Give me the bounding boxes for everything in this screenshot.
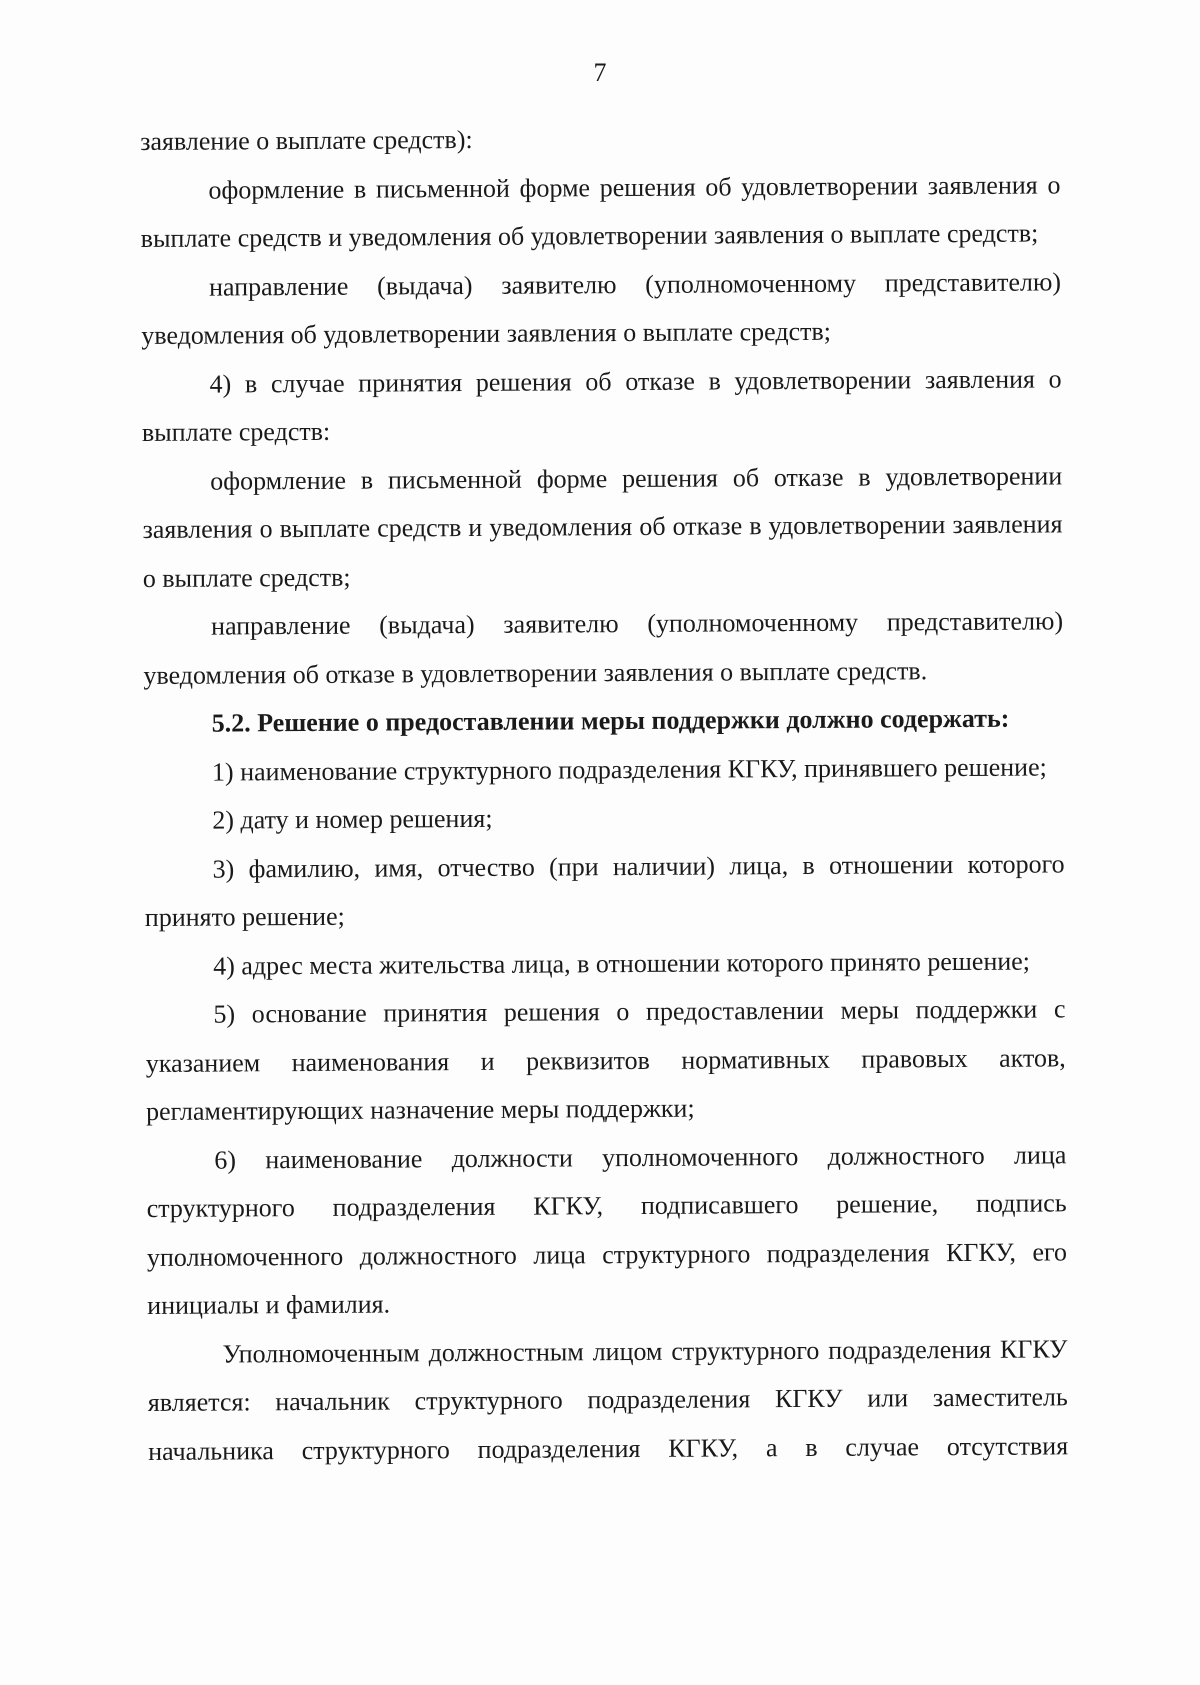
list-item: 4) в случае принятия решения об отказе в удовлетворении заявления о выплате средств: (141, 363, 1062, 447)
paragraph: оформление в письменной форме решения об отказе в удовлетворении заявления о выплате средств и уведомления об отказе в удовлетворении заявления о выплате средств; (142, 460, 1063, 593)
list-item: 3) фамилию, имя, отчество (при наличии) лица, в отношении которого принято решение; (144, 848, 1065, 932)
paragraph-continuation: заявление о выплате средств): (140, 124, 473, 156)
paragraph: оформление в письменной форме решения об удовлетворении заявления о выплате средств и уведомления об удовлетворении заявления о выплате средств; (140, 169, 1061, 253)
list-item: 6) наименование должности уполномоченного должностного лица структурного подразделения КГКУ, подписавшего решение, подпись уполномоченного должностного лица структурного подразделения КГКУ, его инициалы и фамилия. (146, 1139, 1068, 1320)
paragraph: направление (выдача) заявителю (уполномоченному представителю) уведомления об отказе в удовлетворении заявления о выплате средств. (143, 606, 1064, 690)
list-item: 2) дату и номер решения; (212, 803, 493, 835)
list-item: 5) основание принятия решения о предоставлении меры поддержки с указанием наименования и реквизитов нормативных правовых актов, регламентирующих назначение меры поддержки; (145, 994, 1066, 1126)
page-number: 7 (593, 58, 607, 87)
list-item: 4) адрес места жительства лица, в отношении которого принято решение; (213, 946, 1031, 981)
paragraph: направление (выдача) заявителю (уполномоченному представителю) уведомления об удовлетворении заявления о выплате средств; (141, 266, 1062, 350)
paragraph: Уполномоченным должностным лицом структурного подразделения КГКУ является: начальник структурного подразделения КГКУ или заместитель начальника структурного подразделения КГКУ, а в случае отсутствия (147, 1333, 1069, 1466)
list-item: 1) наименование структурного подразделения КГКУ, принявшего решение; (211, 751, 1047, 787)
section-heading: 5.2. Решение о предоставлении меры поддержки должно содержать: (211, 703, 1010, 738)
document-body (140, 112, 1068, 1476)
